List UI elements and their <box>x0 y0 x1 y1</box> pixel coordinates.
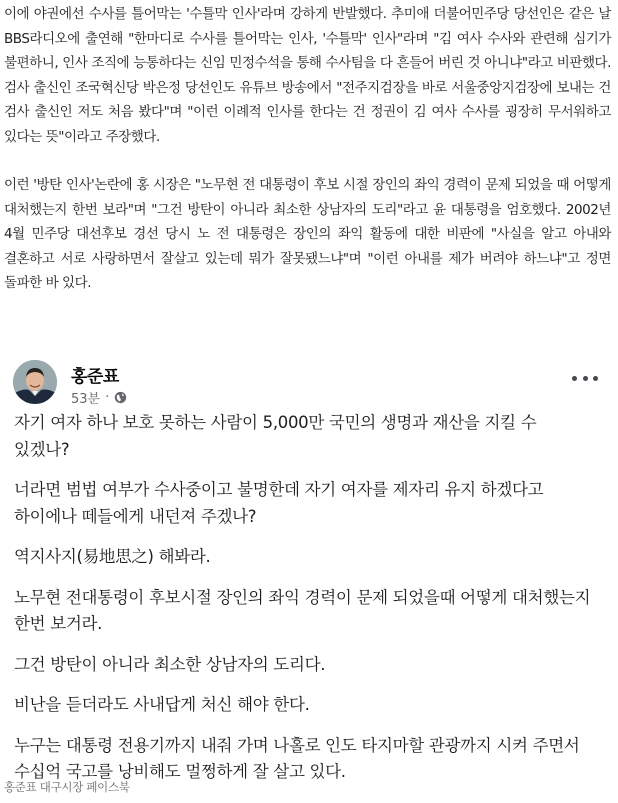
more-options-icon[interactable] <box>572 368 598 388</box>
post-author-name[interactable]: 홍준표 <box>71 367 119 387</box>
post-meta <box>71 388 127 407</box>
article-body <box>0 2 618 296</box>
article-paragraph: 이에 야권에선 수사를 틀어막는 '수틀막 인사'라며 강하게 반발했다. 추미애 더불어민주당 당선인은 같은 날 BBS라디오에 출연해 "한마디로 수사를 틀어막는 인사, '수틀막' 인사"라며 "김 여사 수사와 관련해 심기가 불편하니, 인사 조직에 능통하다는 신임 민정수석을 통해 수사팀을 다 흔들어 버린 것 아니냐"라고 비판했다. 검사 출신인 조국혁신당 박은정 당선인도 유튜브 방송에서 "전주지검장을 바로 서울중앙지검장에 보내는 건 검사 출신인 저도 처음 봤다"며 "이런 이례적 인사를 한다는 건 정권이 김 여사 수사를 굉장히 무서워하고 있다는 뜻"이라고 주장했다. <box>4 6 611 145</box>
post-line: 너라면 범법 여부가 수사중이고 불명한데 자기 여자를 제자리 유지 하겠다고 하이에나 떼들에게 내던져 주겠나? <box>14 480 544 526</box>
post-line: 역지사지(易地思之) 해봐라. <box>14 547 211 566</box>
post-timestamp[interactable]: 53분 <box>71 392 101 407</box>
profile-photo <box>13 360 57 404</box>
avatar[interactable] <box>13 360 57 404</box>
more-dot <box>572 376 577 381</box>
more-dot <box>593 376 598 381</box>
article-paragraph: 이런 '방탄 인사'논란에 홍 시장은 "노무현 전 대통령이 후보 시절 장인의 좌익 경력이 문제 되었을 때 어떻게 대처했는지 한번 보라"며 "그건 방탄이 아니라 최소한 상남자의 도리"라고 윤 대통령을 엄호했다. 2002년 4월 민주당 대선후보 경선 당시 노 전 대통령은 장인의 좌익 활동에 대한 비판에 "사실을 알고 아내와 결혼하고 서로 사랑하면서 잘살고 있는데 뭐가 잘못됐느냐"며 "이런 아내를 제가 버려야 하느냐"고 정면 돌파한 바 있다. <box>4 177 611 291</box>
globe-icon[interactable] <box>114 391 127 404</box>
more-dot <box>583 376 588 381</box>
post-line: 비난을 듣더라도 사내답게 처신 해야 한다. <box>14 695 310 714</box>
post-body <box>14 410 594 800</box>
post-line: 노무현 전대통령이 후보시절 장인의 좌익 경력이 문제 되었을때 어떻게 대처했는지 한번 보거라. <box>14 587 591 633</box>
post-line: 누구는 대통령 전용기까지 내줘 가며 나홀로 인도 타지마할 관광까지 시켜 주면서 수십억 국고를 낭비해도 멀쩡하게 잘 살고 있다. <box>14 735 580 781</box>
post-line: 그건 방탄이 아니라 최소한 상남자의 도리다. <box>14 654 326 674</box>
post-line: 자기 여자 하나 보호 못하는 사람이 5,000만 국민의 생명과 재산을 지킬 수 있겠나? <box>14 413 537 459</box>
meta-separator: · <box>105 390 110 405</box>
facebook-post <box>0 352 618 781</box>
image-caption: 홍준표 대구시장 페이스북 <box>4 780 130 794</box>
